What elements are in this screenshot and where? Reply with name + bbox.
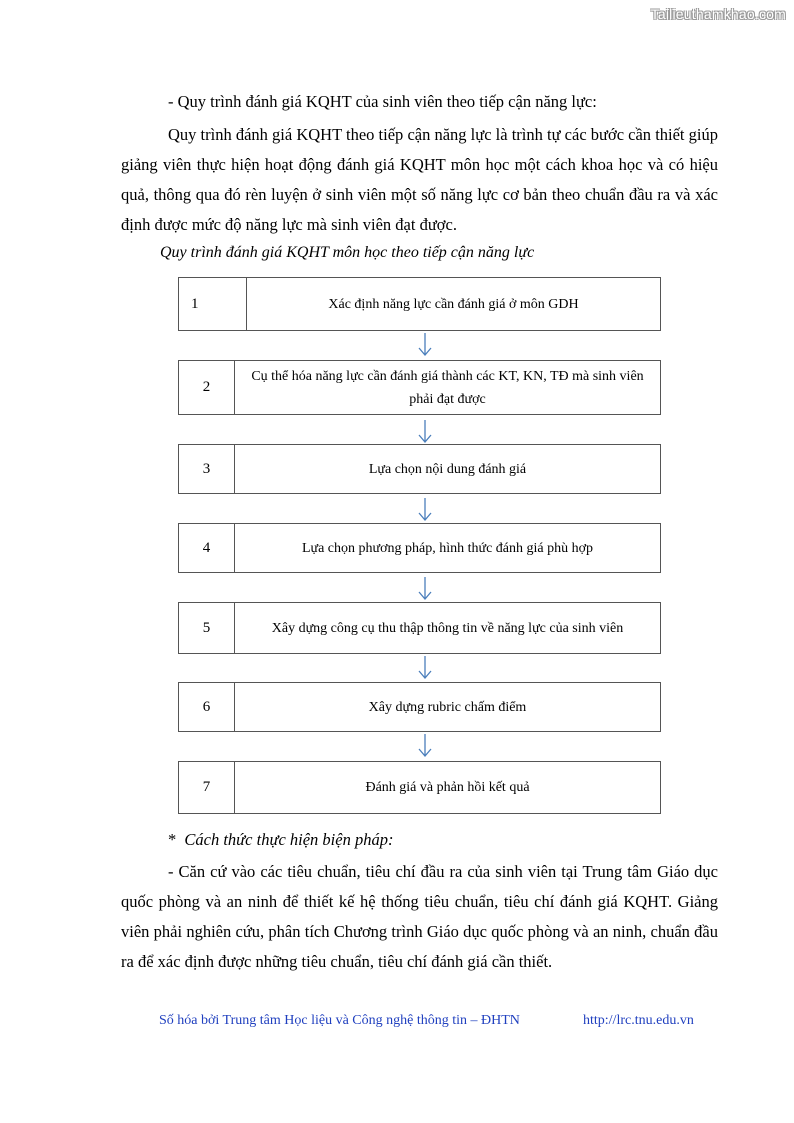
down-arrow-icon [418, 333, 432, 357]
step-text: Cụ thể hóa năng lực cần đánh giá thành các KT, KN, TĐ mà sinh viên phải đạt được [251, 368, 644, 407]
step-box-7 [178, 761, 661, 814]
method-heading [168, 830, 393, 850]
step-text: Xây dựng công cụ thu thập thông tin về năng lực của sinh viên [271, 620, 624, 636]
down-arrow-icon [418, 656, 432, 680]
intro-paragraph: Quy trình đánh giá KQHT theo tiếp cận năng lực là trình tự các bước cần thiết giúp giảng viên thực hiện hoạt động đánh giá KQHT môn học một cách khoa học và có hiệu quả, thông qua đó rèn luyện ở sinh viên một số năng lực cơ bản theo chuẩn đầu ra và xác định được mức độ năng lực mà sinh viên đạt được. [121, 125, 718, 234]
diagram-caption: Quy trình đánh giá KQHT môn học theo tiếp cận năng lực [160, 244, 535, 261]
step-box-4 [178, 523, 661, 573]
step-box-6 [178, 682, 661, 732]
step-text: Đánh giá và phản hồi kết quả [365, 780, 530, 795]
step-number: 6 [179, 683, 235, 731]
step-number: 2 [179, 361, 235, 414]
step-number: 4 [179, 524, 235, 572]
method-heading-text: Cách thức thực hiện biện pháp: [184, 830, 394, 849]
step-number: 3 [179, 445, 235, 493]
step-number: 1 [179, 278, 247, 330]
down-arrow-icon [418, 498, 432, 522]
down-arrow-icon [418, 420, 432, 444]
footer-url[interactable]: http://lrc.tnu.edu.vn [583, 1013, 694, 1028]
step-box-1 [178, 277, 661, 331]
step-text: Lựa chọn phương pháp, hình thức đánh giá phù hợp [301, 540, 594, 556]
watermark: Tailieuthamkhao.com [650, 6, 786, 22]
asterisk: * [168, 830, 177, 849]
step-box-3 [178, 444, 661, 494]
step-number: 5 [179, 603, 235, 653]
footer-credit: Số hóa bởi Trung tâm Học liệu và Công nghệ thông tin – ĐHTN [159, 1013, 520, 1028]
step-box-5 [178, 602, 661, 654]
method-paragraph: - Căn cứ vào các tiêu chuẩn, tiêu chí đầu ra của sinh viên tại Trung tâm Giáo dục quốc phòng và an ninh để thiết kế hệ thống tiêu chuẩn, tiêu chí đánh giá KQHT. Giảng viên phải nghiên cứu, phân tích Chương trình Giáo dục quốc phòng và an ninh, chuẩn đầu ra để xác định được những tiêu chuẩn, tiêu chí đánh giá cần thiết. [121, 862, 718, 971]
down-arrow-icon [418, 734, 432, 758]
intro-heading: - Quy trình đánh giá KQHT của sinh viên theo tiếp cận năng lực: [168, 92, 597, 111]
down-arrow-icon [418, 577, 432, 601]
step-text: Xây dựng rubric chấm điểm [368, 699, 527, 715]
step-text: Lựa chọn nội dung đánh giá [368, 461, 527, 477]
step-text: Xác định năng lực cần đánh giá ở môn GDH [328, 296, 579, 312]
step-number: 7 [179, 762, 235, 813]
step-box-2 [178, 360, 661, 415]
